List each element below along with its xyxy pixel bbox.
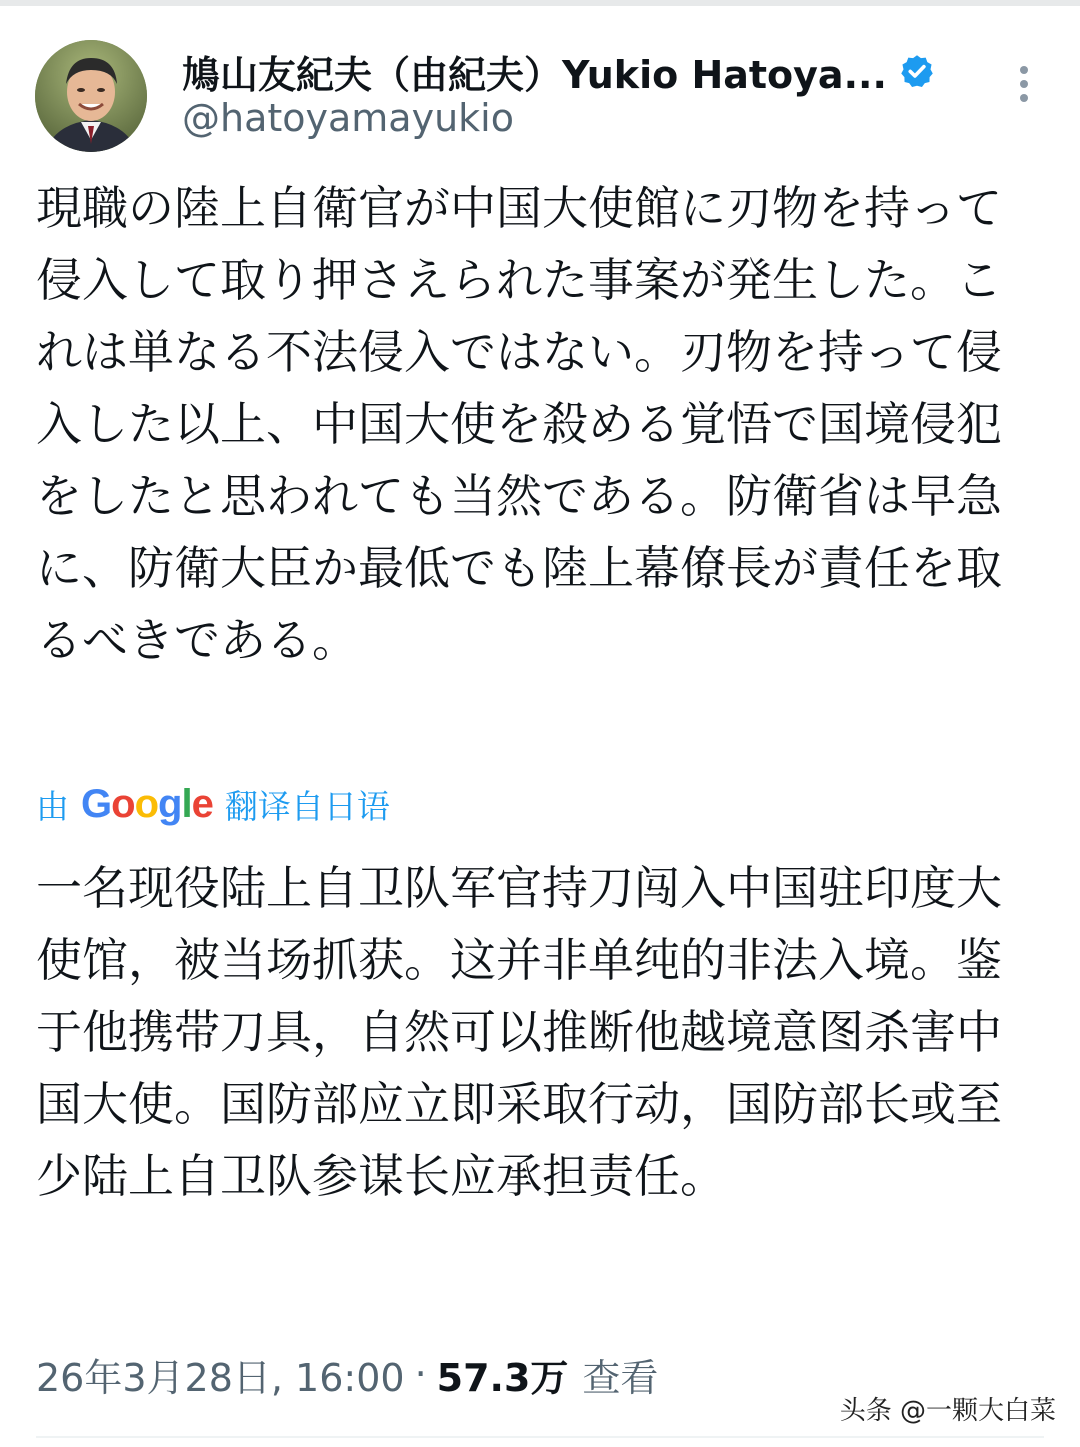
watermark: 头条 @一颗大白菜 [839,1396,1056,1426]
tweet-translated-text: 一名现役陆上自卫队军官持刀闯入中国驻印度大使馆，被当场抓获。这并非单纯的非法入境。鉴于他携带刀具，自然可以推断他越境意图杀害中国大使。国防部应立即采取行动，国防部长或至少陆上自卫队参谋长应承担责任。 [36,861,1002,1203]
more-vertical-icon[interactable] [1010,66,1038,106]
translation-attribution[interactable] [36,776,390,832]
bottom-divider [36,1436,1044,1438]
tweet-original-text: 現職の陸上自衛官が中国大使館に刃物を持って侵入して取り押さえられた事案が発生した。これは単なる不法侵入ではない。刃物を持って侵入した以上、中国大使を殺める覚悟で国境侵犯をしたと思われても当然である。防衛省は早急に、防衛大臣か最低でも陸上幕僚長が責任を取るべきである。 [36,181,1002,667]
profile-photo [35,40,147,152]
tweet-timestamp[interactable]: 26年3月28日, 16:00 [36,1355,405,1400]
translation-prefix: 由 [36,786,69,826]
verified-badge-icon [899,53,935,89]
translation-source-label[interactable]: 翻译自日语 [224,786,390,826]
avatar[interactable] [35,40,147,152]
google-logo: Google [81,781,213,826]
author-display-name[interactable]: 鳩山友紀夫（由紀夫）Yukio Hatoya... [182,52,887,97]
author-handle[interactable]: @hatoyamayukio [182,96,514,140]
top-divider [0,0,1080,6]
author-name-row[interactable] [182,44,935,98]
views-label: 查看 [582,1355,659,1400]
views-count: 57.3万 [436,1355,569,1400]
meta-separator: · [414,1352,427,1396]
tweet-meta-row [36,1344,658,1404]
